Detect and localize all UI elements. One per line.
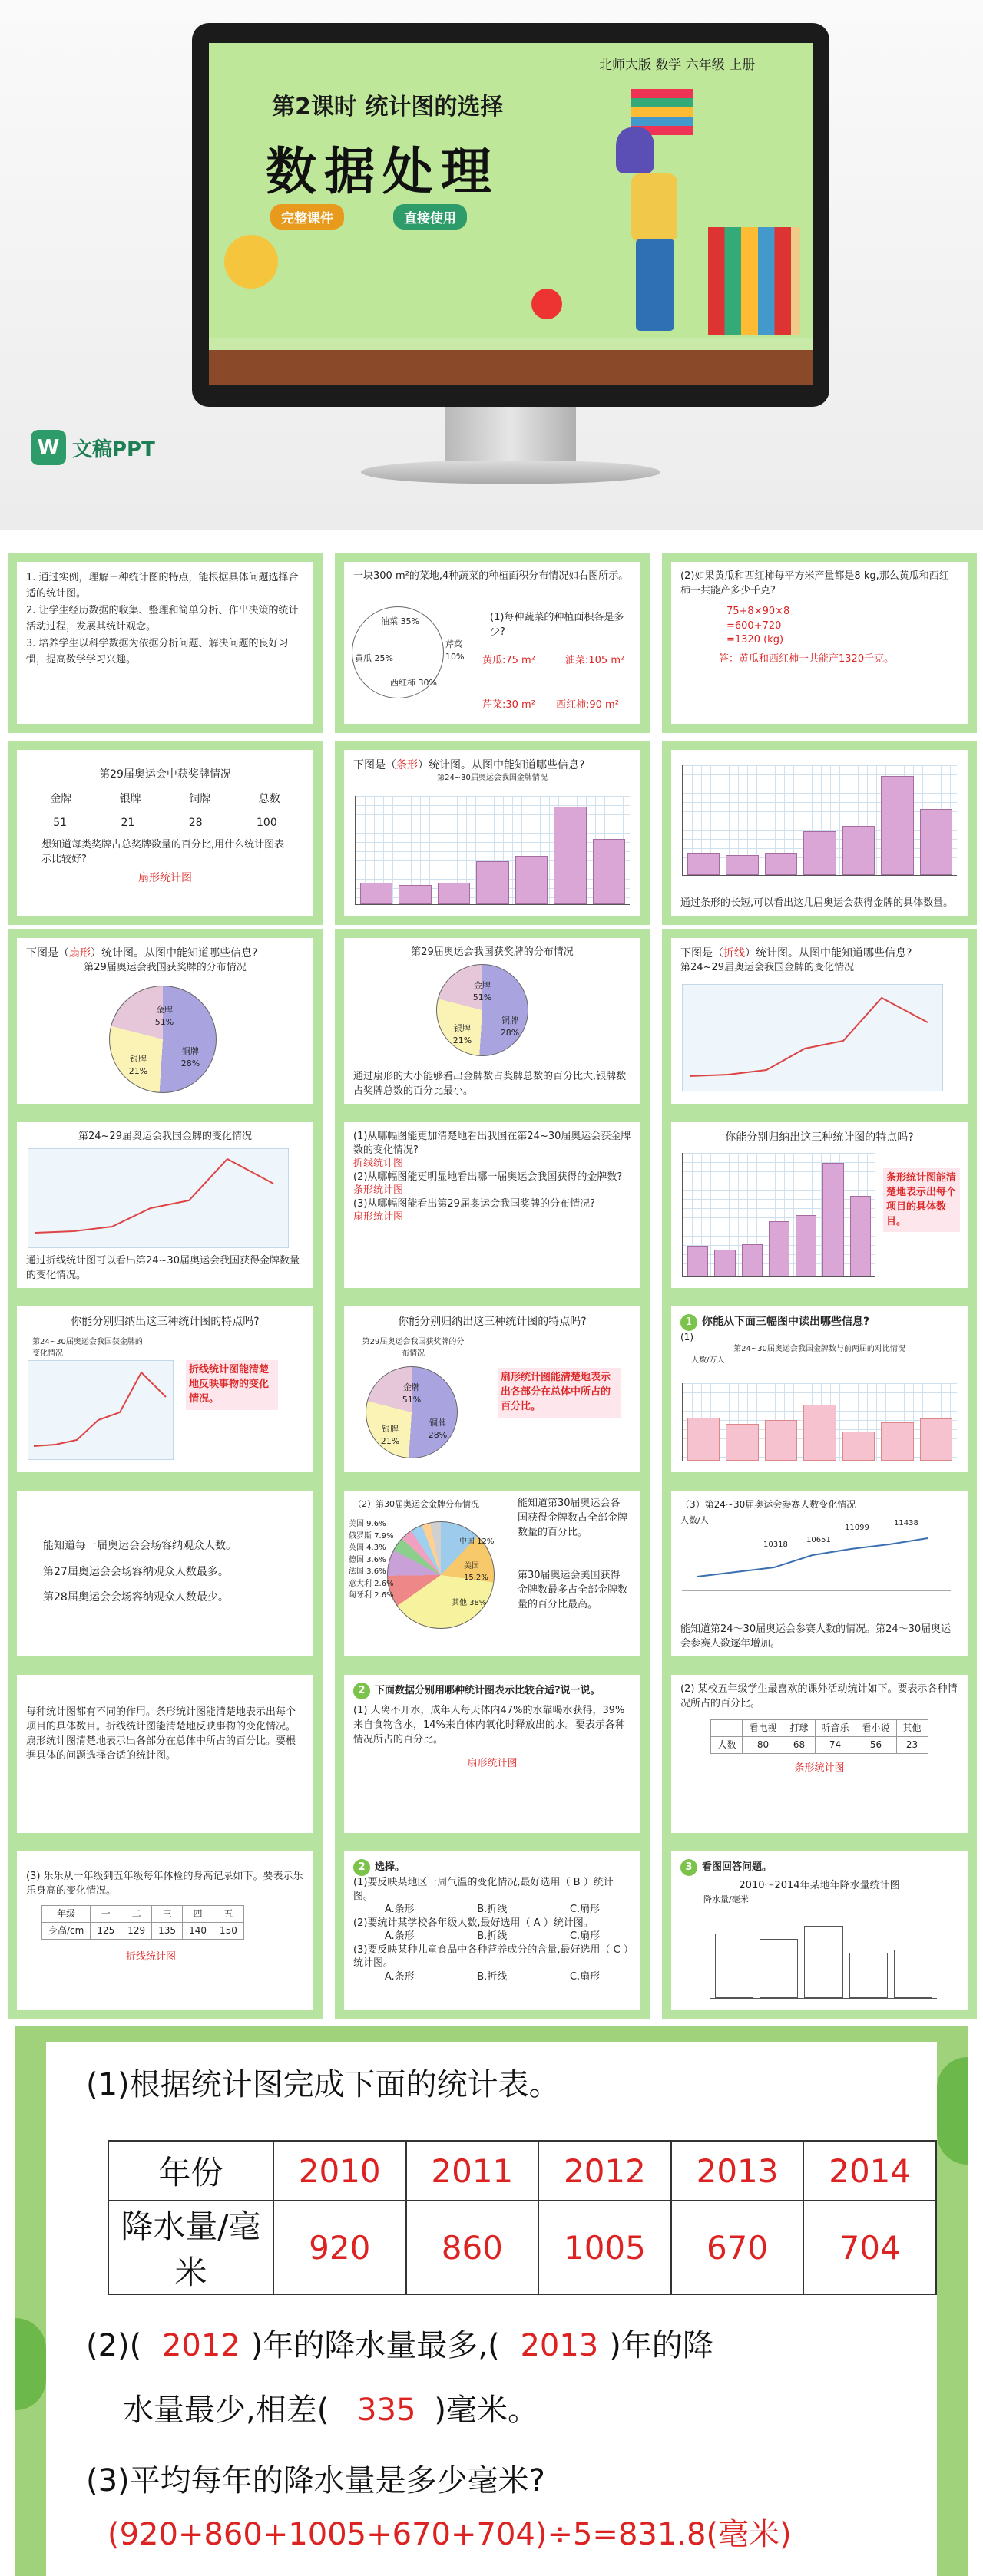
value-cell: 28	[188, 816, 203, 829]
slide-bar-features[interactable]	[662, 1113, 977, 1297]
cover-subtitle: 第2课时 统计图的选择	[272, 94, 504, 121]
cover-title: 数据处理	[266, 142, 499, 201]
data-label: 10318	[763, 1541, 788, 1549]
question: (2)如果黄瓜和西红柿每平方米产量都是8 kg,那么黄瓜和西红柿一共能产多少千克?	[680, 570, 949, 596]
bar	[822, 1163, 843, 1276]
bar	[687, 1246, 708, 1276]
header-cell: 总数	[258, 793, 280, 806]
answer: 扇形统计图	[467, 1757, 518, 1769]
pie-label: 芹菜 10%	[445, 639, 465, 662]
slide-bar-chart-note[interactable]	[662, 741, 977, 925]
bar	[769, 1221, 789, 1276]
q2-difference: 335	[357, 2393, 416, 2428]
option[interactable]: C.扇形	[569, 1970, 601, 1983]
bar	[687, 853, 720, 875]
question: (3) 乐乐从一年级到五年级每年体检的身高记录如下。要表示乐乐身高的变化情况。	[26, 1871, 303, 1897]
row-label: 年份	[108, 2141, 273, 2201]
value-cell: 21	[121, 816, 135, 829]
option[interactable]: A.条形	[384, 1904, 415, 1916]
bar	[881, 1422, 913, 1461]
cover-section	[0, 0, 983, 530]
chart-title: 第29届奥运会我国获奖牌的分布情况	[411, 946, 574, 958]
objective-2: 2. 让学生经历数据的收集、整理和简单分析、作出决策的统计活动过程，发展其统计观念。	[26, 604, 299, 633]
year-cell: 2011	[406, 2141, 539, 2201]
chart-title: 第24~30届奥运会我国金牌数与前两届的对比情况	[733, 1345, 905, 1354]
slide-objectives[interactable]	[8, 553, 323, 733]
sub-label: （2）第30届奥运会金牌分布情况	[353, 1499, 479, 1509]
question: (2)从哪幅图能更明显地看出哪一届奥运会我国获得的金牌数?	[353, 1171, 623, 1183]
header-cell: 二	[121, 1905, 152, 1922]
slide-title: 第29届奥运会中获奖牌情况	[99, 768, 231, 781]
bar	[796, 1215, 816, 1277]
answer: 答：黄瓜和西红柿一共能产1320千克。	[719, 653, 895, 665]
answer: 折线统计图	[126, 1951, 177, 1963]
option[interactable]: C.扇形	[569, 1930, 601, 1943]
pie-label: 中国 12%	[459, 1537, 495, 1546]
q-fill: 折线	[723, 947, 745, 959]
pie-label: 油菜 35%	[381, 616, 419, 626]
objective-3: 3. 培养学生以科学数据为依据分析问题、解决问题的良好习惯，提高数学学习兴趣。	[26, 637, 289, 666]
pill-left: 完整课件	[270, 204, 344, 230]
data-label: 11438	[894, 1519, 918, 1527]
header-cell: 年级	[42, 1905, 91, 1922]
calc-line: =600+720	[726, 619, 782, 632]
bar	[438, 883, 470, 904]
chart-title: 第29届奥运会我国获奖牌的分布情况	[362, 1338, 465, 1358]
question-3: (3)平均每年的降水量是多少毫米?	[86, 2463, 545, 2498]
slide-rainfall-answers[interactable]	[15, 2026, 968, 2576]
question: (2)要统计某学校各年级人数,最好选用（ A ）统计图。	[353, 1917, 594, 1929]
pie-label: 银牌 21%	[380, 1424, 400, 1446]
chart-title: 第29届奥运会我国获奖牌的分布情况	[84, 962, 247, 974]
bar	[476, 861, 508, 904]
bar	[803, 1405, 836, 1461]
header-cell: 看小说	[856, 1719, 896, 1736]
bar	[765, 853, 797, 875]
bar	[726, 1424, 758, 1461]
note: 通过条形的长短,可以看出这几届奥运会获得金牌的具体数量。	[680, 897, 954, 910]
girl-illustration	[608, 89, 700, 335]
q2-text: 水量最少,相差(	[123, 2393, 329, 2428]
gold-line-chart	[28, 1148, 289, 1248]
q-fill: 条形	[396, 759, 418, 771]
gold-bar-chart	[355, 796, 630, 905]
rainfall-cell: 920	[273, 2201, 406, 2294]
q-post: ）统计图。从图中能知道哪些信息?	[418, 759, 585, 771]
calc-line: =1320 (kg)	[726, 634, 784, 646]
answer: 油菜:105 m²	[565, 655, 625, 666]
q-pre: 下图是（	[26, 947, 69, 959]
edition-label: 北师大版 数学 六年级 上册	[599, 58, 756, 73]
note: 第28届奥运会会场容纳观众人数最少。	[43, 1591, 229, 1604]
note: 通过扇形的大小能够看出金牌数占奖牌总数的百分比大,银牌数占奖牌总数的百分比最小。	[353, 1071, 627, 1098]
question: (1) 人离不开水，成年人每天体内47%的水靠喝水获得，39%来自食物含水，14%来自体内氧化时释放出的水。要表示各种情况所占的百分比。	[353, 1705, 625, 1745]
value-cell: 129	[121, 1923, 152, 1940]
bar	[360, 883, 392, 904]
pie-label: 法国 3.6%	[349, 1567, 386, 1576]
pill-right: 直接使用	[393, 204, 467, 230]
option[interactable]: B.折线	[477, 1970, 508, 1983]
slide-title: 看图回答问题。	[702, 1861, 773, 1873]
value-cell: 74	[815, 1737, 856, 1754]
question-1: (1)根据统计图完成下面的统计表。	[86, 2067, 560, 2102]
y-axis-label: 降水量/毫米	[703, 1894, 749, 1904]
option[interactable]: A.条形	[384, 1970, 415, 1983]
pie-label: 银牌 21%	[452, 1023, 472, 1045]
chart-title: 第24~30届奥运会我国获金牌的变化情况	[32, 1338, 143, 1358]
chart-title: 第24~29届奥运会我国金牌的变化情况	[78, 1131, 252, 1142]
y-axis-label: 人数/万人	[691, 1356, 725, 1365]
value-cell: 80	[743, 1737, 783, 1754]
step-number-icon: 2	[353, 1683, 370, 1699]
objective-1: 1. 通过实例，理解三种统计图的特点，能根据具体问题选择合适的统计图。	[26, 572, 299, 600]
header-cell: 一	[91, 1905, 121, 1922]
answer: 扇形统计图	[353, 1211, 404, 1224]
activity-table	[710, 1719, 928, 1755]
note: 第30届奥运会美国获得金牌数最多占全部金牌数量的百分比最高。	[518, 1570, 628, 1610]
q2-text: )毫米。	[434, 2393, 539, 2428]
slide-medal-table[interactable]	[8, 741, 323, 925]
pie-label: 金牌 51%	[402, 1382, 422, 1405]
bar	[842, 826, 875, 875]
option[interactable]: C.扇形	[569, 1904, 601, 1916]
bar	[515, 856, 548, 904]
rainfall-bar-chart	[710, 1922, 937, 1999]
question: (1)要反映某地区一周气温的变化情况,最好选用（ B ）统计图。	[353, 1877, 614, 1902]
slide-vegetable-pie[interactable]	[335, 553, 650, 733]
slide-line-features[interactable]	[8, 1297, 323, 1481]
gold-line-chart	[28, 1360, 174, 1460]
pie-label: 其他 38%	[452, 1599, 487, 1607]
pie-label: 银牌 21%	[128, 1054, 148, 1076]
step-number-icon: 2	[353, 1859, 370, 1876]
bar	[715, 1934, 753, 1998]
pie-label: 美国 9.6%	[349, 1520, 386, 1528]
question: (3)从哪幅图能看出第29届奥运会我国奖牌的分布情况?	[353, 1197, 595, 1210]
bar	[742, 1244, 763, 1276]
header-cell: 三	[152, 1905, 183, 1922]
logo-icon: W	[31, 430, 66, 465]
chart-title: 第24~30届奥运会我国金牌情况	[437, 774, 548, 783]
note: 能知道第24～30届奥运会参赛人数的情况。第24～30届奥运会参赛人数逐年增加。	[680, 1623, 952, 1650]
rainfall-cell: 860	[406, 2201, 539, 2294]
feature-note: 条形统计图能清楚地表示出每个项目的具体数目。	[883, 1168, 960, 1232]
header-cell: 五	[213, 1905, 243, 1922]
slide-title: 你能从下面三幅图中读出哪些信息?	[702, 1316, 870, 1328]
q-post: ）统计图。从图中能知道哪些信息?	[91, 947, 258, 959]
q2-min-year: 2013	[520, 2328, 599, 2363]
pie-label: 意大利 2.6%	[349, 1579, 394, 1588]
pie-label: 英国 4.3%	[349, 1544, 386, 1552]
gold-bar-chart	[682, 765, 957, 876]
monitor-base	[361, 461, 660, 484]
note: 第27届奥运会会场容纳观众人数最多。	[43, 1565, 229, 1578]
bar	[894, 1950, 932, 1998]
height-table	[41, 1905, 244, 1940]
q-pre: 下图是（	[353, 759, 396, 771]
slide-pie-chart-note[interactable]	[335, 929, 650, 1113]
value-cell: 23	[896, 1737, 928, 1754]
value-cell: 51	[53, 816, 68, 829]
slide-choose-chart-2[interactable]	[662, 1666, 977, 1842]
problem-intro: 一块300 m²的菜地,4种蔬菜的种植面积分布情况如右图所示。	[353, 570, 629, 582]
bar	[687, 1418, 720, 1461]
slide-multiple-choice[interactable]	[335, 1842, 650, 2019]
answer: 条形统计图	[353, 1184, 404, 1197]
feature-note: 扇形统计图能清楚地表示出各部分在总体中所占的百分比。	[498, 1368, 621, 1418]
step-number-icon: 1	[680, 1314, 697, 1331]
pie-label: 黄瓜 25%	[355, 653, 393, 663]
audience-bar-chart	[682, 1383, 957, 1461]
rainfall-cell: 1005	[538, 2201, 671, 2294]
summary-text: 每种统计图都有不同的作用。条形统计图能清楚地表示出每个项目的具体数目。折线统计图能清楚地反映事物的变化情况。扇形统计图清楚地表示出各部分在总体中所占的百分比。要根据具体的问题选择合适的统计图。	[17, 1675, 313, 1833]
q2-text: )年的降水量最多,(	[250, 2328, 500, 2363]
year-cell: 2013	[671, 2141, 804, 2201]
slide-gold-distribution[interactable]	[335, 1481, 650, 1666]
leaf-decoration-icon	[937, 2057, 968, 2165]
header-cell: 金牌	[50, 793, 72, 806]
slide-rainfall-chart[interactable]	[662, 1842, 977, 2019]
bar	[881, 776, 913, 875]
pie-label: 铜牌 28%	[428, 1418, 448, 1440]
header-cell: 听音乐	[815, 1719, 856, 1736]
q-fill: 扇形	[69, 947, 91, 959]
pie-label: 德国 3.6%	[349, 1555, 386, 1564]
bar	[726, 855, 758, 875]
value-cell: 56	[856, 1737, 896, 1754]
slide-title: 下面数据分别用哪种统计图表示比较合适?说一说。	[375, 1685, 601, 1696]
pie-label: 铜牌 28%	[500, 1016, 520, 1038]
pie-label: 西红柿 30%	[390, 678, 437, 688]
bar	[399, 885, 431, 904]
header-cell: 打球	[783, 1719, 815, 1736]
slide-line-chart[interactable]	[662, 929, 977, 1113]
cover-slide	[209, 43, 813, 385]
q3-answer: (920+860+1005+670+704)÷5=831.8(毫米)	[108, 2517, 792, 2552]
bar	[714, 1250, 735, 1276]
leaf-decoration-icon	[15, 2318, 46, 2410]
note: 能知道第30届奥运会各国获得金牌数占全部金牌数量的百分比。	[518, 1498, 628, 1538]
answer: 黄瓜:75 m²	[482, 655, 535, 666]
slide-title: 你能分别归纳出这三种统计图的特点吗?	[725, 1131, 914, 1144]
slide-title: 你能分别归纳出这三种统计图的特点吗?	[71, 1316, 260, 1328]
globe-icon	[224, 235, 278, 289]
brand-logo	[31, 430, 155, 465]
value-cell: 135	[152, 1923, 183, 1940]
feature-note: 折线统计图能清楚地反映事物的变化情况。	[186, 1360, 278, 1410]
year-cell: 2014	[803, 2141, 936, 2201]
value-cell: 100	[257, 816, 277, 829]
option[interactable]: A.条形	[384, 1930, 415, 1943]
note: 能知道每一届奥运会会场容纳观众人数。	[43, 1540, 237, 1552]
rainfall-table	[108, 2140, 937, 2295]
value-cell: 140	[183, 1923, 213, 1940]
slide-line-chart-note[interactable]	[8, 1113, 323, 1297]
apple-icon	[531, 289, 562, 319]
pie-label: 金牌 51%	[154, 1005, 174, 1027]
slide-choose-chart-3[interactable]	[8, 1842, 323, 2019]
answer: 芹菜:30 m²	[482, 699, 535, 711]
books-illustration	[708, 227, 800, 335]
header-cell: 其他	[896, 1719, 928, 1736]
value-cell: 125	[91, 1923, 121, 1940]
question: (1)从哪幅图能更加清楚地看出我国在第24~30届奥运会获金牌数的变化情况?	[353, 1131, 631, 1156]
sub-label: （3）第24~30届奥运会参赛人数变化情况	[680, 1499, 856, 1510]
bar	[920, 1418, 952, 1461]
bar	[765, 1420, 797, 1461]
bar	[804, 1926, 842, 1998]
header-cell: 铜牌	[189, 793, 211, 806]
answer: 条形统计图	[794, 1762, 845, 1775]
calc-line: 75+8×90×8	[726, 605, 790, 617]
bar	[920, 809, 952, 875]
year-cell: 2010	[273, 2141, 406, 2201]
bar	[803, 831, 836, 875]
header-cell: 四	[183, 1905, 213, 1922]
data-label: 10651	[806, 1536, 831, 1544]
q2-text: )年的降	[609, 2328, 713, 2363]
question: 想知道每类奖牌占总奖牌数量的百分比,用什么统计图表示比较好?	[41, 838, 285, 865]
slide-participants[interactable]	[662, 1481, 977, 1666]
header-cell: 银牌	[119, 793, 141, 806]
monitor	[192, 23, 829, 407]
row-label: 降水量/毫米	[108, 2201, 273, 2294]
slide-choose-chart-1[interactable]	[335, 1666, 650, 1842]
rainfall-cell: 670	[671, 2201, 804, 2294]
q2-text: (2)(	[86, 2328, 142, 2363]
slide-compare-questions[interactable]	[335, 1113, 650, 1297]
row-label: 身高/cm	[42, 1923, 91, 1940]
pie-label: 俄罗斯 7.9%	[349, 1531, 394, 1541]
row-label: 人数	[711, 1737, 743, 1754]
slide-read-charts[interactable]	[662, 1297, 977, 1481]
pie-label: 铜牌 28%	[180, 1046, 200, 1068]
step-number-icon: 3	[680, 1859, 697, 1876]
monitor-stand	[445, 407, 576, 462]
gold-line-chart	[682, 984, 943, 1091]
pie-label: 美国 15.2%	[464, 1562, 488, 1582]
note: 通过折线统计图可以看出第24~30届奥运会我国获得金牌数量的变化情况。	[26, 1255, 300, 1282]
q2-max-year: 2012	[161, 2328, 240, 2363]
value-cell: 150	[213, 1923, 243, 1940]
rainfall-cell: 704	[803, 2201, 936, 2294]
question: (2) 某校五年级学生最喜欢的课外活动统计如下。要表示各种情况所占的百分比。	[680, 1683, 958, 1709]
value-cell: 68	[783, 1737, 815, 1754]
q-post: ）统计图。从图中能知道哪些信息?	[745, 947, 912, 959]
sub-label: (1)	[680, 1332, 693, 1342]
slide-summary[interactable]	[8, 1666, 323, 1842]
question: (1)每种蔬菜的种植面积各是多少?	[490, 612, 624, 638]
bar	[760, 1939, 798, 1998]
answer: 西红柿:90 m²	[556, 699, 619, 711]
pie-label: 金牌 51%	[472, 980, 492, 1002]
header-cell: 看电视	[743, 1719, 783, 1736]
option[interactable]: B.折线	[477, 1930, 508, 1943]
bar	[593, 839, 625, 904]
gold-bar-chart	[682, 1153, 875, 1277]
slide-yield[interactable]	[662, 553, 977, 733]
slide-pie-chart[interactable]	[8, 929, 323, 1113]
pie-label: 匈牙利 2.6%	[349, 1591, 394, 1600]
slide-audience-notes[interactable]	[8, 1481, 323, 1666]
data-label: 11099	[845, 1524, 869, 1532]
slide-title: 选择。	[375, 1861, 405, 1873]
bar	[554, 807, 586, 904]
slide-bar-chart[interactable]	[335, 741, 650, 925]
slide-title: 你能分别归纳出这三种统计图的特点吗?	[398, 1316, 587, 1328]
answer: 扇形统计图	[138, 871, 192, 884]
logo-text: 文稿PPT	[72, 438, 155, 461]
option[interactable]: B.折线	[477, 1904, 508, 1916]
answer: 折线统计图	[353, 1158, 404, 1170]
chart-title: 第24~29届奥运会我国金牌的变化情况	[680, 962, 854, 974]
q-pre: 下图是（	[680, 947, 723, 959]
bar	[842, 1432, 875, 1461]
slide-pie-features[interactable]	[335, 1297, 650, 1481]
question: (3)要反映某种儿童食品中各种营养成分的含量,最好选用（ C ）统计图。	[353, 1944, 629, 1970]
chart-title: 2010～2014年某地年降水量统计图	[739, 1880, 900, 1891]
bar	[849, 1953, 888, 1998]
bar	[850, 1196, 871, 1276]
year-cell: 2012	[538, 2141, 671, 2201]
y-axis-label: 人数/人	[680, 1515, 709, 1526]
